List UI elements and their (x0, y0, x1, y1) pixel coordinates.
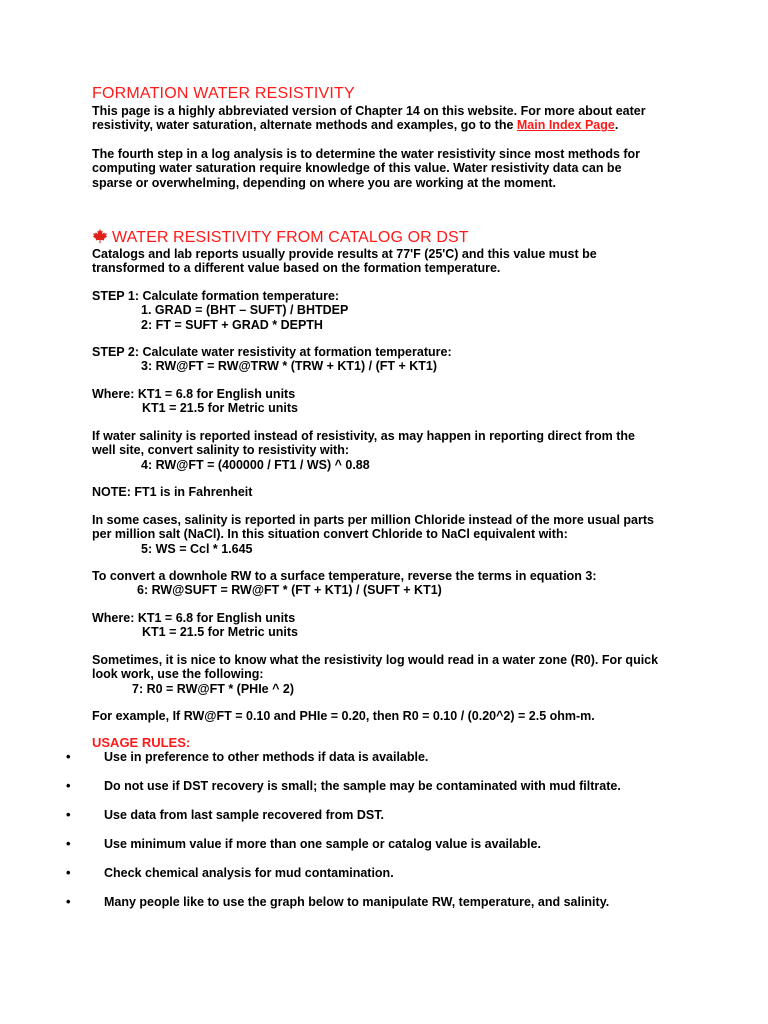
bullet-icon: • (66, 778, 71, 793)
r0-block (92, 653, 658, 696)
salinity-block (92, 429, 635, 472)
equation-1: 1. GRAD = (BHT – SUFT) / BHTDEP (141, 303, 349, 318)
para2-line-2: computing water saturation require knowledge of this value. Water resistivity data can be (92, 161, 622, 176)
intro-line-1: This page is a highly abbreviated version of Chapter 14 on this website. For more about eater (92, 104, 646, 118)
intro-paragraph (92, 104, 646, 133)
equation-5: 5: WS = Ccl * 1.645 (141, 541, 253, 556)
step2-heading: STEP 2: Calculate water resistivity at formation temperature: (92, 345, 452, 359)
section-title: WATER RESISTIVITY FROM CATALOG OR DST (112, 229, 469, 246)
page-title: FORMATION WATER RESISTIVITY (92, 85, 355, 102)
list-item (66, 836, 712, 866)
para2-line-1: The fourth step in a log analysis is to determine the water resistivity since most methods for (92, 147, 641, 161)
section-heading (92, 228, 469, 247)
step1-block (92, 289, 348, 332)
where-block-1 (92, 387, 298, 416)
intro-text: resistivity, water saturation, alternate methods and examples, go to the (92, 118, 517, 133)
usage-rules-heading: USAGE RULES: (92, 735, 191, 750)
equation-3: 3: RW@FT = RW@TRW * (TRW + KT1) / (FT + KT1) (141, 359, 438, 374)
rule-text: Check chemical analysis for mud contamination. (104, 866, 394, 880)
list-item (66, 865, 712, 895)
bullet-icon: • (66, 807, 71, 822)
chloride-line-1: In some cases, salinity is reported in parts per million Chloride instead of the more usual parts (92, 513, 654, 527)
salinity-line-1: If water salinity is reported instead of resistivity, as may happen in reporting direct from the (92, 429, 635, 443)
where2-line-1: Where: KT1 = 6.8 for English units (92, 611, 296, 625)
bullet-icon: • (66, 749, 71, 764)
fourth-step-paragraph (92, 147, 640, 190)
intro-period: . (614, 118, 619, 133)
chloride-line-2: per million salt (NaCl). In this situation convert Chloride to NaCl equivalent with: (92, 527, 568, 542)
catalogs-line-1: Catalogs and lab reports usually provide results at 77'F (25'C) and this value must be (92, 247, 597, 261)
main-index-link[interactable]: Main Index Page (516, 118, 615, 133)
salinity-line-2: well site, convert salinity to resistivity with: (92, 443, 350, 458)
surface-line-1: To convert a downhole RW to a surface temperature, reverse the terms in equation 3: (92, 569, 597, 583)
equation-7: 7: R0 = RW@FT * (PHIe ^ 2) (132, 681, 294, 696)
usage-rules-list (66, 749, 712, 924)
equation-6: 6: RW@SUFT = RW@FT * (FT + KT1) / (SUFT + KT1) (137, 583, 442, 598)
list-item (66, 807, 712, 837)
where1-line-2: KT1 = 21.5 for Metric units (142, 401, 298, 416)
maple-leaf-icon (92, 228, 108, 244)
para2-line-3: sparse or overwhelming, depending on where you are working at the moment. (92, 175, 556, 190)
r0-line-1: Sometimes, it is nice to know what the resistivity log would read in a water zone (R0). For quick (92, 653, 659, 667)
list-item (66, 778, 712, 808)
rule-text: Many people like to use the graph below to manipulate RW, temperature, and salinity. (104, 895, 610, 909)
rule-text: Do not use if DST recovery is small; the sample may be contaminated with mud filtrate. (104, 779, 621, 793)
list-item (66, 749, 712, 779)
step2-block (92, 345, 452, 374)
rule-text: Use data from last sample recovered from DST. (104, 808, 384, 822)
rule-text: Use minimum value if more than one sample or catalog value is available. (104, 837, 541, 851)
where2-line-2: KT1 = 21.5 for Metric units (142, 625, 298, 640)
step1-heading: STEP 1: Calculate formation temperature: (92, 289, 340, 303)
chloride-block (92, 513, 654, 556)
equation-4: 4: RW@FT = (400000 / FT1 / WS) ^ 0.88 (141, 457, 370, 472)
bullet-icon: • (66, 836, 71, 851)
intro-line-2 (92, 118, 646, 132)
example-line: For example, If RW@FT = 0.10 and PHIe = 0.20, then R0 = 0.10 / (0.20^2) = 2.5 ohm-m. (92, 709, 595, 723)
equation-2: 2: FT = SUFT + GRAD * DEPTH (141, 317, 323, 332)
note-line: NOTE: FT1 is in Fahrenheit (92, 485, 253, 499)
bullet-icon: • (66, 865, 71, 880)
where1-line-1: Where: KT1 = 6.8 for English units (92, 387, 296, 401)
bullet-icon: • (66, 894, 71, 909)
surface-block (92, 569, 597, 598)
list-item (66, 894, 712, 924)
where-block-2 (92, 611, 298, 640)
rule-text: Use in preference to other methods if data is available. (104, 750, 429, 764)
r0-line-2: look work, use the following: (92, 667, 264, 682)
catalogs-line-2: transformed to a different value based on the formation temperature. (92, 261, 501, 276)
catalogs-paragraph (92, 247, 597, 276)
